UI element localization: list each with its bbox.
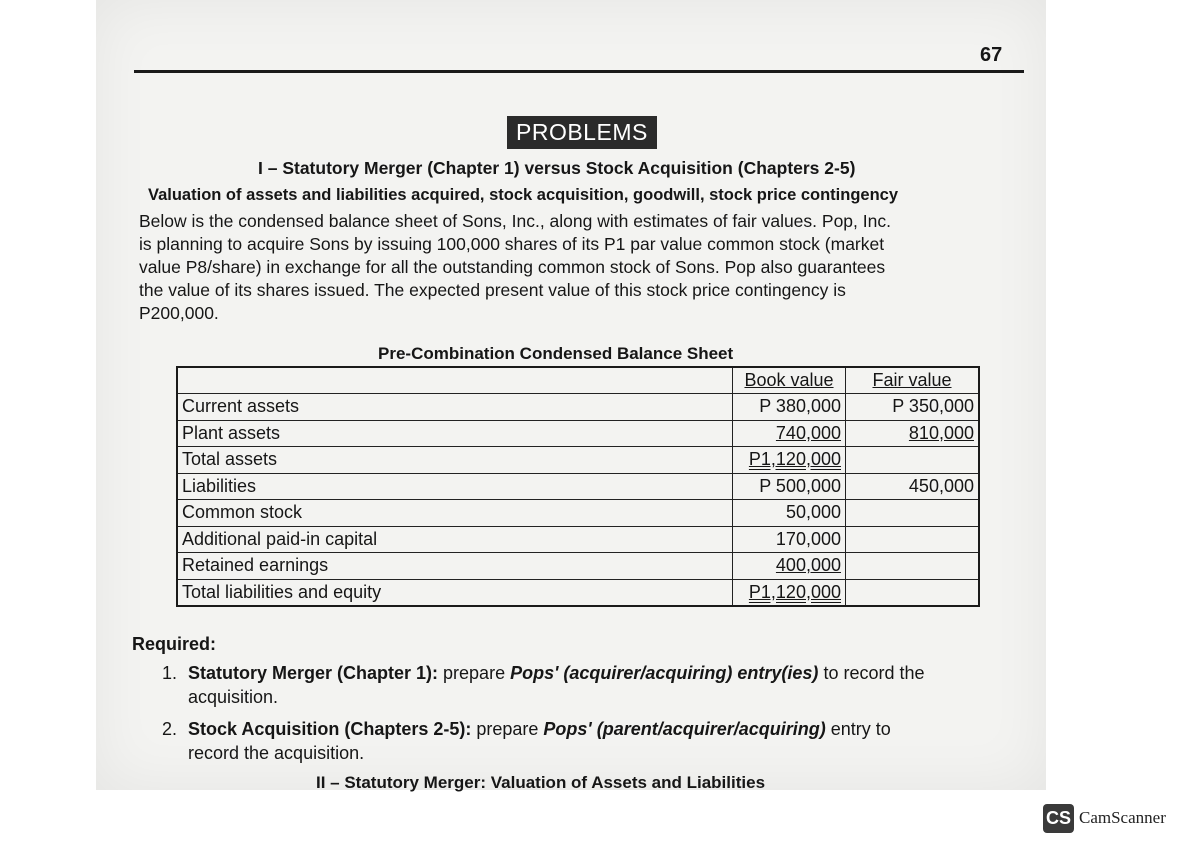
book-value-cell: P1,120,000 — [748, 581, 841, 602]
requirement-bold: Statutory Merger (Chapter 1): — [188, 663, 439, 683]
book-value-cell: 170,000 — [733, 526, 846, 553]
camscanner-watermark — [1043, 803, 1166, 833]
problem-heading: I – Statutory Merger (Chapter 1) versus Stock Acquisition (Chapters 2-5) — [258, 158, 856, 178]
requirement-bold: Stock Acquisition (Chapters 2-5): — [188, 719, 472, 739]
table-header-row — [177, 367, 979, 394]
requirement-italic: Pops' (parent/acquirer/acquiring) — [543, 719, 826, 739]
fair-value-cell — [846, 526, 980, 553]
requirement-text-end: to record the — [818, 663, 925, 683]
requirement-item — [162, 717, 1032, 765]
table-row — [177, 553, 979, 580]
page-number: 67 — [980, 44, 1003, 66]
row-label: Liabilities — [177, 473, 733, 500]
book-value-cell: 50,000 — [733, 500, 846, 527]
row-label: Total assets — [177, 447, 733, 474]
requirement-text: prepare — [438, 663, 511, 683]
problem-paragraph — [139, 210, 1019, 325]
requirement-text: prepare — [471, 719, 544, 739]
paragraph-line: the value of its shares issued. The expected present value of this stock price contingency is — [139, 280, 846, 300]
table-title: Pre-Combination Condensed Balance Sheet — [378, 344, 734, 363]
fair-value-cell: 810,000 — [908, 422, 974, 443]
fair-value-header: Fair value — [846, 367, 980, 394]
paragraph-line: is planning to acquire Sons by issuing 100,000 shares of its P1 par value common stock (market — [139, 234, 885, 254]
book-value-cell: P1,120,000 — [748, 449, 841, 470]
requirement-number: 1. — [162, 663, 178, 683]
header-blank-cell — [177, 367, 733, 394]
row-label: Additional paid-in capital — [177, 526, 733, 553]
fair-value-cell: 450,000 — [846, 473, 980, 500]
balance-sheet-table — [176, 366, 980, 607]
fair-value-cell — [846, 553, 980, 580]
header-rule — [134, 70, 1024, 73]
row-label: Retained earnings — [177, 553, 733, 580]
fair-value-cell: P 350,000 — [846, 394, 980, 421]
book-value-cell: 400,000 — [775, 555, 841, 576]
row-label: Total liabilities and equity — [177, 579, 733, 606]
requirement-italic: Pops' (acquirer/acquiring) entry(ies) — [510, 663, 819, 683]
book-value-header: Book value — [733, 367, 846, 394]
paragraph-line: Below is the condensed balance sheet of Sons, Inc., along with estimates of fair values. Pop, Inc. — [139, 211, 891, 231]
next-heading-text: II – Statutory Merger: Valuation of Assets and Liabilities — [316, 773, 766, 792]
paragraph-line: P200,000. — [139, 303, 219, 323]
problems-badge: PROBLEMS — [507, 116, 657, 149]
paragraph-line: value P8/share) in exchange for all the outstanding common stock of Sons. Pop also guarantees — [139, 257, 886, 277]
book-value-cell: P 500,000 — [733, 473, 846, 500]
table-row — [177, 420, 979, 447]
camscanner-name: CamScanner — [1079, 808, 1166, 827]
fair-value-cell — [846, 500, 980, 527]
row-label: Common stock — [177, 500, 733, 527]
requirement-item — [162, 661, 1032, 709]
book-value-cell: 740,000 — [775, 422, 841, 443]
required-label: Required: — [132, 634, 217, 654]
camscanner-logo-icon: CS — [1043, 804, 1074, 833]
fair-value-cell — [846, 447, 980, 474]
table-row — [177, 473, 979, 500]
row-label: Current assets — [177, 394, 733, 421]
fair-value-cell — [846, 579, 980, 606]
next-heading-cut — [316, 772, 836, 792]
problem-subheading: Valuation of assets and liabilities acquired, stock acquisition, goodwill, stock price contingency — [148, 186, 899, 204]
table-row — [177, 579, 979, 606]
table-row — [177, 447, 979, 474]
requirement-number: 2. — [162, 719, 178, 739]
table-row — [177, 526, 979, 553]
requirement-text-end: entry to — [825, 719, 891, 739]
book-value-cell: P 380,000 — [733, 394, 846, 421]
requirement-continuation: acquisition. — [188, 687, 279, 707]
table-row — [177, 394, 979, 421]
row-label: Plant assets — [177, 420, 733, 447]
requirement-continuation: record the acquisition. — [188, 743, 365, 763]
table-row — [177, 500, 979, 527]
